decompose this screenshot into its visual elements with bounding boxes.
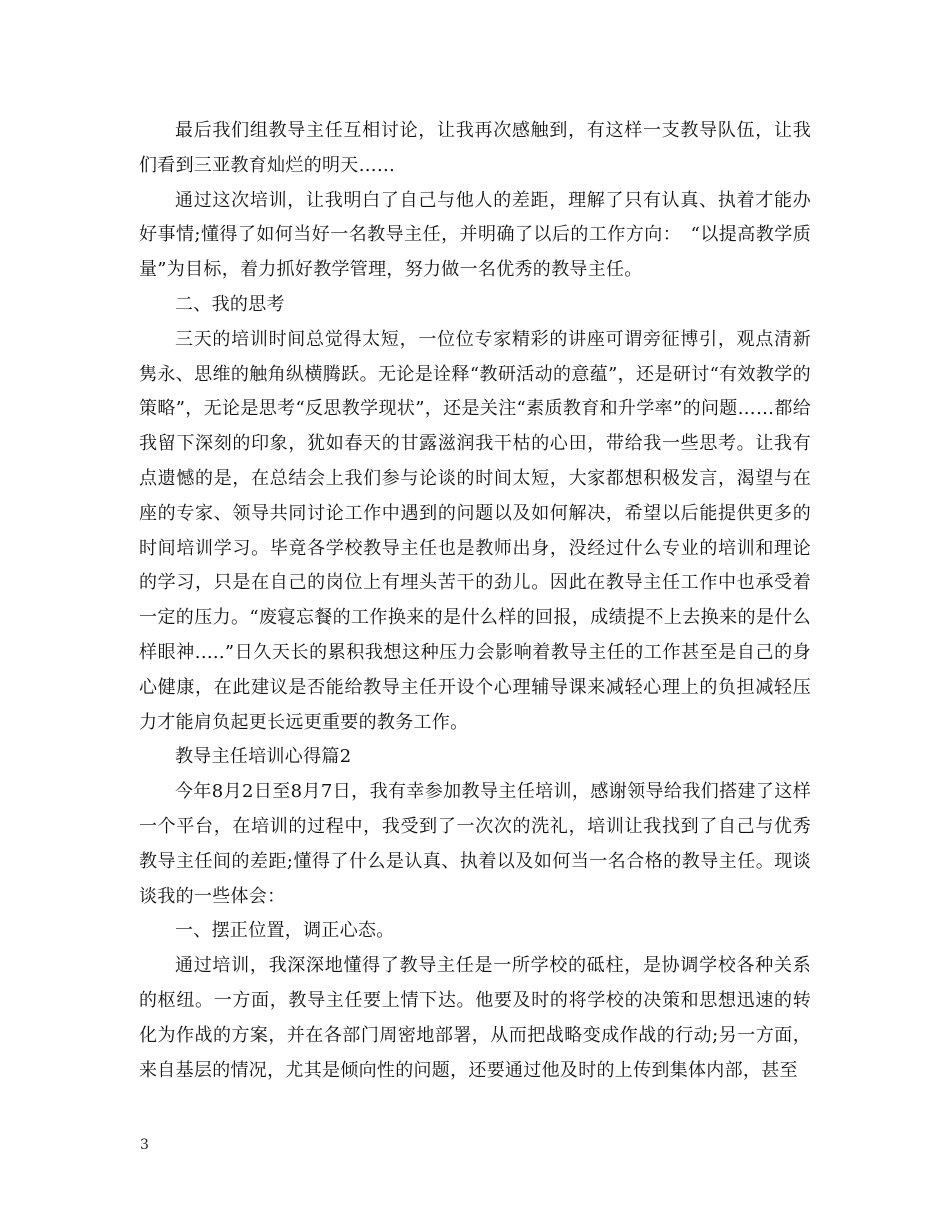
paragraph: 通过培训，我深深地懂得了教导主任是一所学校的砥柱，是协调学校各种关系的枢纽。一方面，教导主任要上情下达。他要及时的将学校的决策和思想迅速的转化为作战的方案，并在各部门周密地部署，从而把战略变成作战的行动;另一方面，来自基层的情况，尤其是倾向性的问题，还要通过他及时的上传到集体内部，甚至 <box>139 955 811 1081</box>
paragraph: 最后我们组教导主任互相讨论，让我再次感触到，有这样一支教导队伍，让我们看到三亚教育灿烂的明天…… <box>139 120 811 176</box>
paragraph: 今年8月2日至8月7日，我有幸参加教导主任培训，感谢领导给我们搭建了这样一个平台，在培训的过程中，我受到了一次次的洗礼，培训让我找到了自己与优秀教导主任间的差距;懂得了什么是认真、执着以及如何当一名合格的教导主任。现谈谈我的一些体会： <box>139 781 811 907</box>
section-heading: 二、我的思考 <box>175 293 285 315</box>
section-heading: 一、摆正位置，调正心态。 <box>175 920 395 942</box>
page-number: 3 <box>140 1137 149 1153</box>
paragraph: 通过这次培训，让我明白了自己与他人的差距，理解了只有认真、执着才能办好事情;懂得了如何当好一名教导主任，并明确了以后的工作方向： “以提高教学质量”为目标，着力抓好教学管理，努力做一名优秀的教导主任。 <box>139 189 811 281</box>
paragraph: 三天的培训时间总觉得太短，一位位专家精彩的讲座可谓旁征博引，观点清新隽永、思维的触角纵横腾跃。无论是诠释“教研活动的意蕴”，还是研讨“有效教学的策略”，无论是思考“反思教学现状”，还是关注“素质教育和升学率”的问题……都给我留下深刻的印象，犹如春天的甘露滋润我干枯的心田，带给我一些思考。让我有点遗憾的是，在总结会上我们参与论谈的时间太短，大家都想积极发言，渴望与在座的专家、领导共同讨论工作中遇到的问题以及如何解决，希望以后能提供更多的时间培训学习。毕竟各学校教导主任也是教师出身，没经过什么专业的培训和理论的学习，只是在自己的岗位上有埋头苦干的劲儿。因此在教导主任工作中也承受着一定的压力。“废寝忘餐的工作换来的是什么样的回报，成绩提不上去换来的是什么样眼神.....”日久天长的累积我想这种压力会影响着教导主任的工作甚至是自己的身心健康，在此建议是否能给教导主任开设个心理辅导课来减轻心理上的负担减轻压力才能肩负起更长远更重要的教务工作。 <box>139 328 811 733</box>
article-title: 教导主任培训心得篇2 <box>175 746 352 768</box>
page-body <box>139 114 811 1088</box>
